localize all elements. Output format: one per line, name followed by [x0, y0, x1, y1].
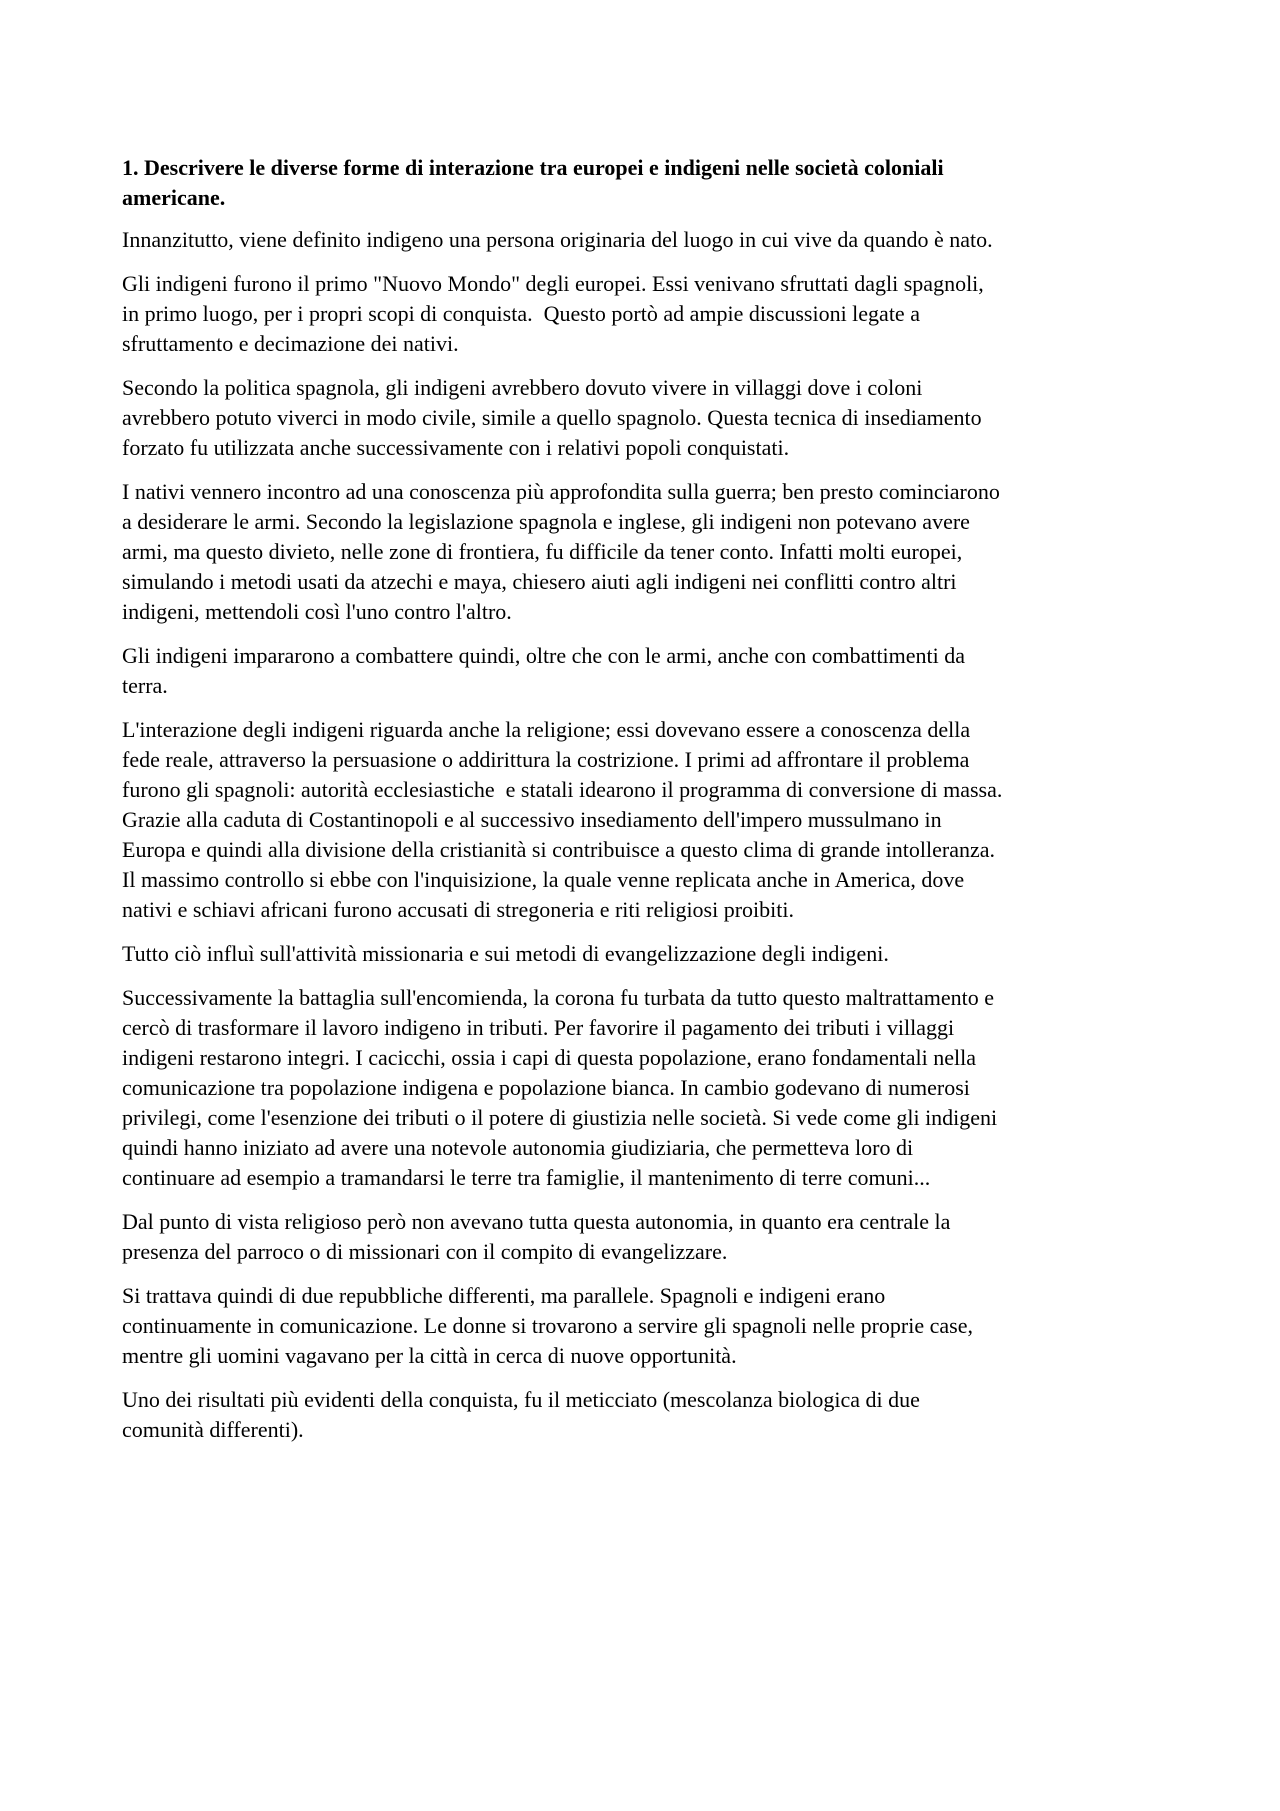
- text-line: nativi e schiavi africani furono accusati di stregoneria e riti religiosi proibiti.: [122, 897, 794, 922]
- text-line: indigeni, mettendoli così l'uno contro l'altro.: [122, 599, 512, 624]
- paragraph: [122, 641, 1172, 701]
- text-line: continuamente in comunicazione. Le donne si trovarono a servire gli spagnoli nelle proprie case,: [122, 1313, 973, 1338]
- text-line: quindi hanno iniziato ad avere una notevole autonomia giudiziaria, che permetteva loro di: [122, 1135, 914, 1160]
- document-page: [122, 153, 1172, 1459]
- text-line: simulando i metodi usati da atzechi e maya, chiesero aiuti agli indigeni nei conflitti contro altri: [122, 569, 957, 594]
- paragraph: [122, 939, 1172, 969]
- text-line: terra.: [122, 673, 168, 698]
- text-line: mentre gli uomini vagavano per la città in cerca di nuove opportunità.: [122, 1343, 737, 1368]
- text-line: I nativi vennero incontro ad una conoscenza più approfondita sulla guerra; ben presto cominciarono: [122, 479, 1000, 504]
- heading-line: 1. Descrivere le diverse forme di interazione tra europei e indigeni nelle società coloniali: [122, 155, 944, 180]
- text-line: a desiderare le armi. Secondo la legislazione spagnola e inglese, gli indigeni non potevano avere: [122, 509, 970, 534]
- text-line: sfruttamento e decimazione dei nativi.: [122, 331, 459, 356]
- text-line: cercò di trasformare il lavoro indigeno in tributi. Per favorire il pagamento dei tributi i villaggi: [122, 1015, 955, 1040]
- text-line: Si trattava quindi di due repubbliche differenti, ma parallele. Spagnoli e indigeni erano: [122, 1283, 886, 1308]
- text-line: L'interazione degli indigeni riguarda anche la religione; essi dovevano essere a conoscenza della: [122, 717, 971, 742]
- text-line: comunicazione tra popolazione indigena e popolazione bianca. In cambio godevano di numerosi: [122, 1075, 970, 1100]
- text-line: continuare ad esempio a tramandarsi le terre tra famiglie, il mantenimento di terre comuni...: [122, 1165, 931, 1190]
- text-line: in primo luogo, per i propri scopi di conquista. Questo portò ad ampie discussioni legate a: [122, 301, 920, 326]
- text-line: privilegi, come l'esenzione dei tributi o il potere di giustizia nelle società. Si vede come gli indigeni: [122, 1105, 998, 1130]
- text-line: Grazie alla caduta di Costantinopoli e al successivo insediamento dell'impero mussulmano in: [122, 807, 942, 832]
- paragraph: [122, 983, 1172, 1193]
- text-line: Dal punto di vista religioso però non avevano tutta questa autonomia, in quanto era centrale la: [122, 1209, 951, 1234]
- heading-line: americane.: [122, 185, 226, 210]
- paragraph: [122, 1385, 1172, 1445]
- text-line: forzato fu utilizzata anche successivamente con i relativi popoli conquistati.: [122, 435, 790, 460]
- paragraph: [122, 373, 1172, 463]
- text-line: Uno dei risultati più evidenti della conquista, fu il meticciato (mescolanza biologica di due: [122, 1387, 920, 1412]
- text-line: comunità differenti).: [122, 1417, 304, 1442]
- text-line: Il massimo controllo si ebbe con l'inquisizione, la quale venne replicata anche in America, dove: [122, 867, 965, 892]
- question-heading: [122, 153, 1172, 213]
- text-line: Europa e quindi alla divisione della cristianità si contribuisce a questo clima di grande intolleranza.: [122, 837, 995, 862]
- text-line: Tutto ciò influì sull'attività missionaria e sui metodi di evangelizzazione degli indigeni.: [122, 941, 889, 966]
- paragraph: [122, 715, 1172, 925]
- text-line: furono gli spagnoli: autorità ecclesiastiche e statali idearono il programma di conversione di massa.: [122, 777, 1003, 802]
- text-line: Gli indigeni impararono a combattere quindi, oltre che con le armi, anche con combattimenti da: [122, 643, 966, 668]
- text-line: presenza del parroco o di missionari con il compito di evangelizzare.: [122, 1239, 728, 1264]
- text-line: armi, ma questo divieto, nelle zone di frontiera, fu difficile da tener conto. Infatti molti europei,: [122, 539, 963, 564]
- paragraph: [122, 1207, 1172, 1267]
- text-line: Gli indigeni furono il primo "Nuovo Mondo" degli europei. Essi venivano sfruttati dagli spagnoli,: [122, 271, 984, 296]
- text-line: Successivamente la battaglia sull'encomienda, la corona fu turbata da tutto questo maltrattamento e: [122, 985, 995, 1010]
- paragraph: [122, 1281, 1172, 1371]
- text-line: avrebbero potuto viverci in modo civile, simile a quello spagnolo. Questa tecnica di insediamento: [122, 405, 982, 430]
- text-line: Innanzitutto, viene definito indigeno una persona originaria del luogo in cui vive da quando è nato.: [122, 227, 993, 252]
- text-line: fede reale, attraverso la persuasione o addirittura la costrizione. I primi ad affrontare il problema: [122, 747, 970, 772]
- paragraph: [122, 269, 1172, 359]
- paragraph: [122, 225, 1172, 255]
- text-line: Secondo la politica spagnola, gli indigeni avrebbero dovuto vivere in villaggi dove i coloni: [122, 375, 923, 400]
- text-line: indigeni restarono integri. I cacicchi, ossia i capi di questa popolazione, erano fondamentali nella: [122, 1045, 977, 1070]
- paragraph: [122, 477, 1172, 627]
